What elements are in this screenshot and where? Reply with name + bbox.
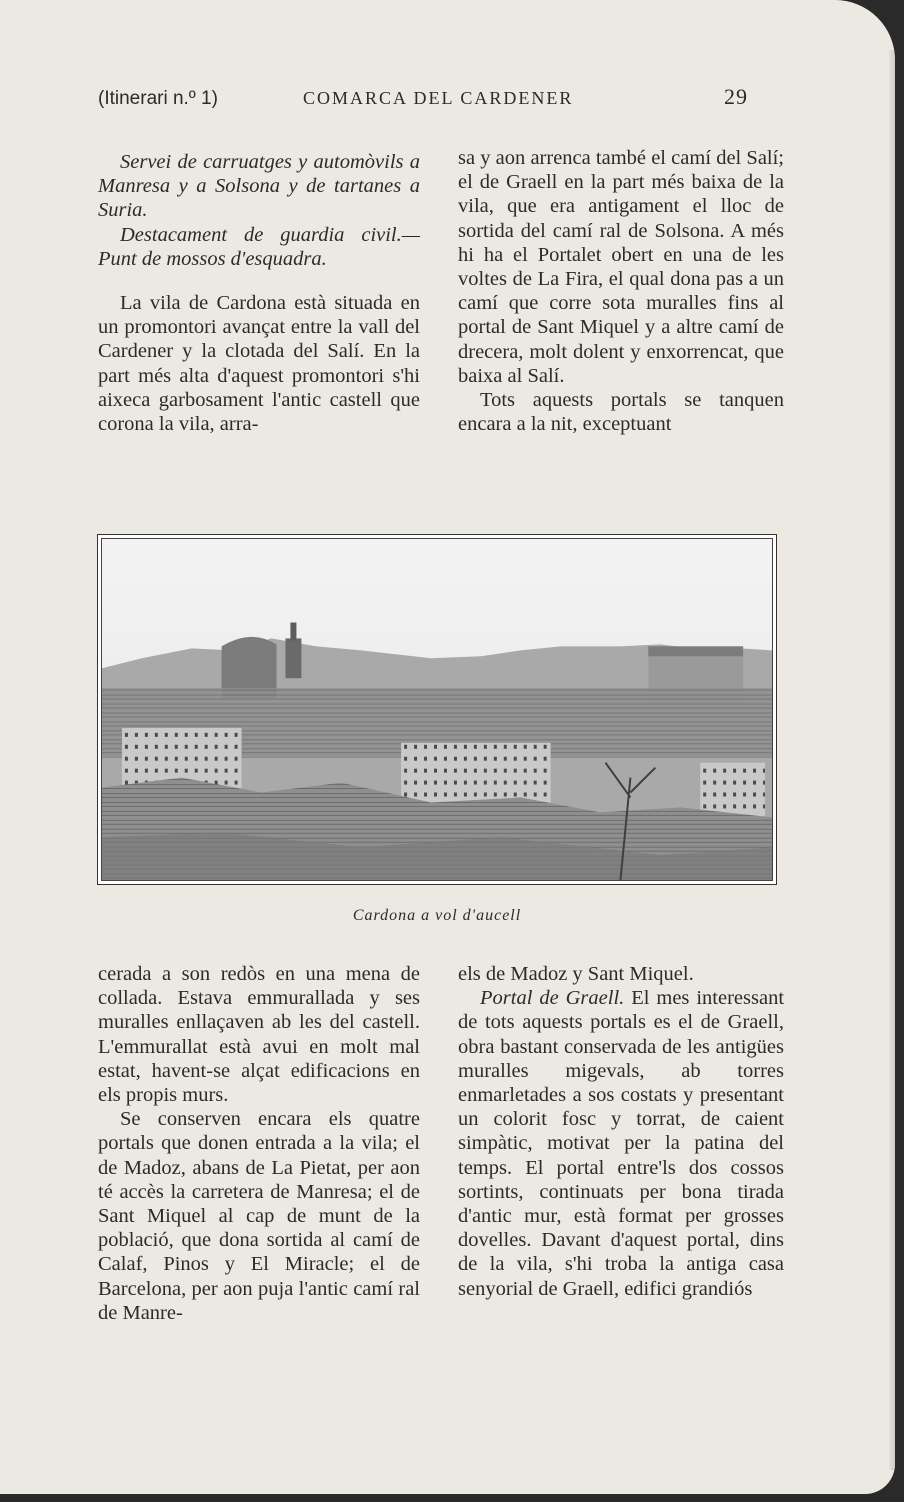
gates-closing-paragraph: Tots aquests portals se tanquen encara a la nit, exceptuant [458,389,784,436]
gates-continued-paragraph: els de Madoz y Sant Miquel. [458,963,694,985]
column-top-right [458,146,784,436]
graell-gate-text: El mes interessant de tots aquests portals es el de Graell, obra bastant conservada de les antigües muralles migevals, ab torres enmarletades a sos costats y presentant un colorit fosc y torrat, de caient simpàtic, motivat per la patina del temps. El portal entre'ls dos cossos sortints, continuats per bona tirada d'antic mur, està format per grosses dovelles. Davant d'aquest portal, dins de la vila, s'hi troba la antiga casa senyorial de Graell, edifici grandiós [458,987,785,1300]
aerial-town-image [102,539,772,880]
chapter-title: COMARCA DEL CARDENER [303,88,574,108]
town-photograph [97,534,777,885]
guard-paragraph: Destacament de guardia civil.—Punt de mossos d'esquadra. [98,223,420,270]
roads-paragraph: sa y aon arrenca també el camí del Salí; el de Graell en la part més baixa de la vila, que era antigament el lloc de sortida del camí ral de Solsona. A més hi ha el Portalet obert en una de les voltes de La Fira, el qual dona pas a un camí que corre sota muralles fins al portal de Sant Miquel y a altre camí de drecera, molt dolent y enxorrencat, que baixa al Salí. [458,147,784,387]
page-edge [889,50,895,1470]
four-gates-paragraph: Se conserven encara els quatre portals que donen entrada a la vila; el de Madoz, abans de La Pietat, per aon té accès la carretera de Manresa; el de Sant Miquel al cap de munt de la població, que dona sortida al camí de Calaf, Pinos y El Miracle; el de Barcelona, per aon puja l'antic camí ral de Manre- [98,1108,420,1324]
graell-gate-title: Portal de Graell. [480,987,625,1010]
photo-frame [101,538,773,881]
column-bottom-right [458,962,784,1301]
town-description-paragraph: La vila de Cardona està situada en un promontori avançat entre la vall del Cardener y la clotada del Salí. En la part més alta d'aquest promontori s'hi aixeca garbosament l'antic castell que corona la vila, arra- [98,292,420,436]
services-paragraph: Servei de carruatges y automòvils a Manresa y a Solsona y de tartanes a Suria. [98,151,420,222]
graell-gate-paragraph [458,986,784,1301]
column-bottom-left [98,962,420,1325]
walls-paragraph: cerada a son redòs en una mena de collada. Estava emmurallada y ses muralles enllaçaven ab les del castell. L'emmurallat està avui en molt mal estat, havent-se alçat edificacions en els propis murs. [98,963,420,1107]
column-top-left [98,150,420,436]
itinerary-label: (Itinerari n.º 1) [98,88,218,109]
photo-caption: Cardona a vol d'aucell [352,907,522,924]
running-header [98,84,748,118]
page-number: 29 [724,84,748,109]
